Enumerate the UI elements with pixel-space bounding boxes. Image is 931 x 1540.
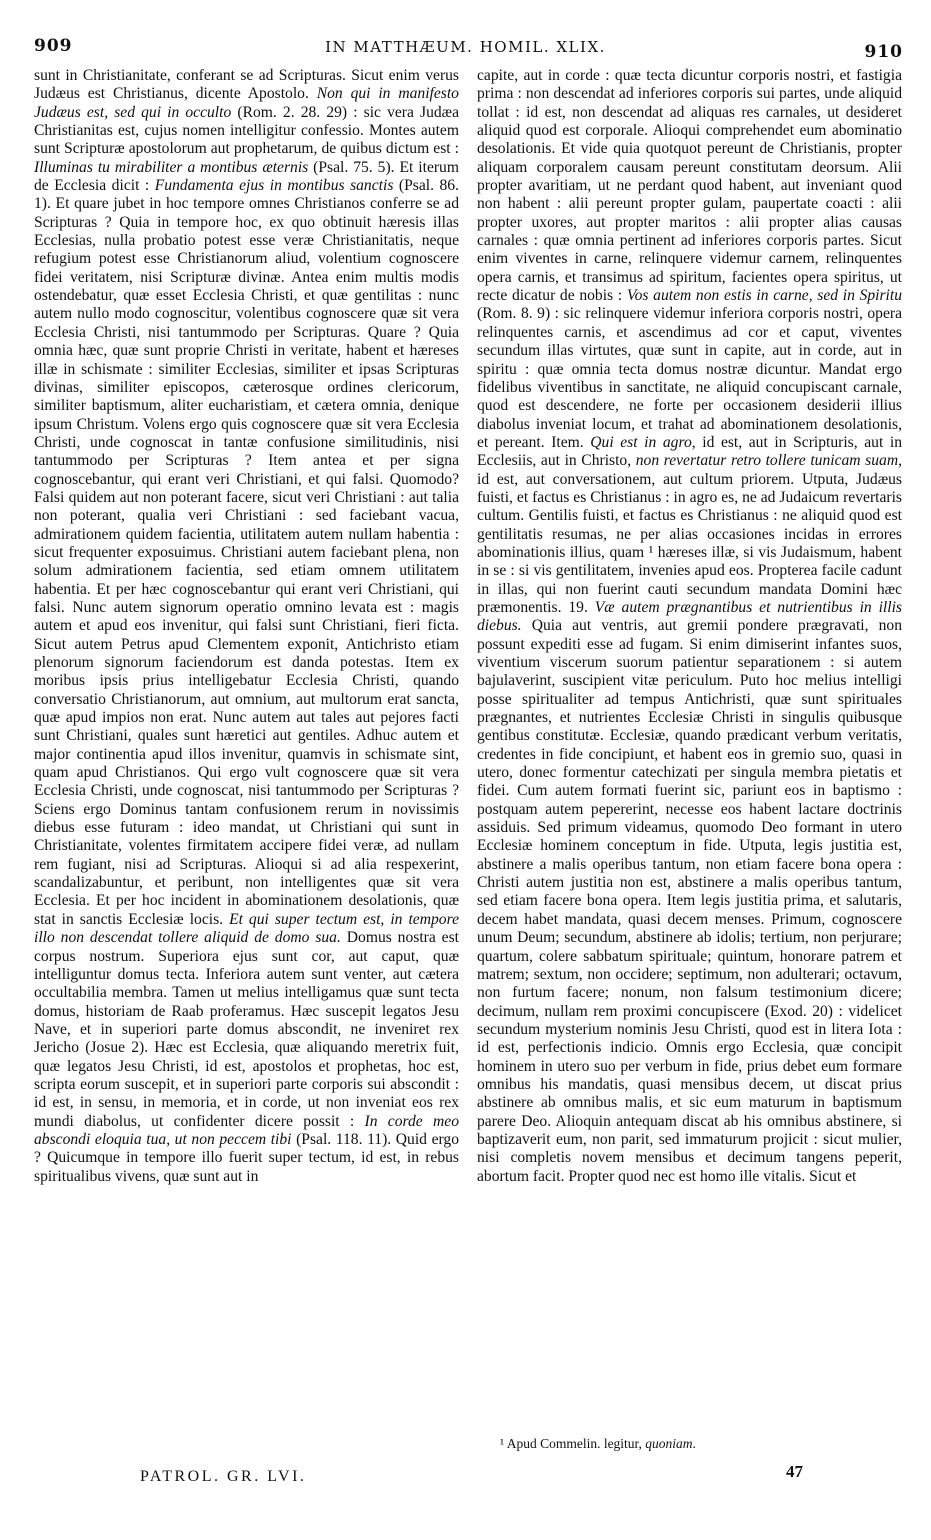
page-number-right: 910 — [864, 42, 903, 62]
text-run: (Psal. 75. 5). Et iterum de Ecclesia dicit : — [34, 158, 459, 195]
italic-quotation: Vos autem non estis in carne, sed in Spiritu — [626, 287, 903, 305]
italic-quotation: In corde meo abscondi eloquia tua, ut non peccem tibi — [34, 1112, 459, 1148]
footnote-text: Apud Commelin. legitur, — [504, 1436, 646, 1451]
footnote-mark: ¹ — [500, 1436, 505, 1451]
italic-quotation: Non qui in manifesto Judæus est, sed qui in occulto — [34, 85, 459, 121]
right-column — [477, 67, 902, 1431]
text-run: Domus nostra est corpus nostrum. Superiora ejus sunt cor, aut caput, quæ intelliguntur domus tecta. Inferiora autem sunt venter, aut cætera occultabilia membra. Tamen ut melius intelligamus quæ sunt tecta domus, historiam de Raab proferamus. Hæc suscepit legatos Jesu Nave, et in superiori parte domus abscondit, ne inveniret rex Jericho (Josue 2). Hæc est Ecclesia, quæ aliquando meretrix fuit, quæ legatos Jesu Christi, id est, apostolos et prophetas, hoc est, scripta eorum suscepit, et in superiori parte corporis sui abscondit : id est, in sensu, in memoria, et in corde, ut non inveniat eos rex mundi diabolus, ut confidenter dicere possit : — [34, 929, 459, 1130]
text-run: (Psal. 86. 1). Et quare jubet in hoc tempore omnes Christianos conferre se ad Scripturas ? Quia in tempore hoc, ex quo obtinuit hæresis illas Ecclesias, nulla probatio potest esse veræ Christianitatis, neque refugium potest esse Christianorum aliud, volentium cognoscere fidei veritatem, nisi Scripturæ divinæ. Antea enim multis modis ostendebatur, quæ esset Ecclesia Christi, et quæ gentilitas : nunc autem nullo modo cognoscitur, volentibus cognoscere quæ sit vera Ecclesia Christi, nisi tantummodo per Scripturas. Quare ? Quia omnia hæc, quæ sunt proprie Christi in veritate, habent et hæreses illæ in schismate : similiter Ecclesias, similiter et ipsas Scripturas divinas, similiter episcopos, cæterosque ordines clericorum, similiter baptismum, aliter eucharistiam, et cætera omnia, denique ipsum Christum. Volens ergo quis cognoscere quæ sit vera Ecclesia Christi, unde cognoscat in tantæ confusione similitudinis, nisi tantummodo per Scripturas ? Item antea et per signa cognoscebantur, qui erant veri Christiani, et qui falsi. Quomodo? Falsi quidem aut non poterant facere, sicut veri Christiani : aut talia non poterant, qualia veri Christiani : sed faciebant vacua, admirationem quidem facientia, utilitatem autem nullam habentia : sicut frequenter exposuimus. Christiani autem faciebant plena, non solum admirationem facientia, sed etiam omnem utilitatem habentia. Et per hæc cognoscebantur qui erant veri Christiani, qui falsi. Nunc autem signorum operatio omnino levata est : magis autem et apud eos invenitur, qui falsi sunt Christiani, fieri ficta. Sicut autem Petrus apud Clementem exponit, Antichristo etiam plenorum signorum faciendorum est danda potestas. Item ex moribus ipsis prius intelligebatur Ecclesia Christi, quando conversatio Christianorum, aut omnium, aut multorum erat sancta, quæ apud impios non erat. Nunc autem aut tales aut pejores facti sunt Christiani, quales sunt hæretici aut gentiles. Adhuc autem et major continentia apud illos invenitur, quamvis in schismate sint, quam apud Christianos. Qui ergo vult cognoscere quæ sit vera Ecclesia Christi, unde cognoscat, nisi tantummodo per Scripturas ? Sciens ergo Dominus tantam confusionem rerum in novissimis diebus esse futuram : ideo mandat, ut Christiani qui sunt in Christianitate, volentes firmitatem accipere fidei veræ, ad nullam rem fugiant, nisi ad Scripturas. Alioqui si ad alia respexerint, scandalizabuntur, et peribunt, non intelligentes quæ sit vera Ecclesia. Et per hoc incident in abominationem desolationis, quæ stat in sanctis Ecclesiæ locis. — [34, 177, 459, 928]
italic-quotation: Illuminas tu mirabiliter a montibus æternis — [34, 158, 309, 176]
italic-quotation: non revertatur retro tollere tunicam suam — [635, 452, 899, 470]
left-column — [34, 67, 459, 1457]
running-title: IN MATTHÆUM. HOMIL. XLIX. — [325, 38, 606, 56]
text-run: capite, aut in corde : quæ tecta dicuntur corporis nostri, et fastigia prima : non descendat ad inferiores corporis sui partes, unde aliquid tollat : id est, non descendat ad aliquas res carnales, ut desideret aliquid quod est corporale. Alioqui comprehendet eum abominatio desolationis. Et vide quia quotquot pereunt de Christianis, propter aliquam corporalem causam pereunt constitutam deorsum. Alii propter avaritiam, ut ne perdant quod habent, aut inveniant quod non habent : alii pereunt propter gulam, paupertate coacti : alii propter uxores, aut propter maritos : alii propter alias causas carnales : quæ omnia pertinent ad inferiores corporis partes. Sicut enim viventes in carne, relinquere videmur carnem, relinquentes opera carnis, et transimus ad spiritum, facientes opera spiritus, ut recte dicatur de nobis : — [477, 67, 902, 305]
footnote — [500, 1436, 696, 1452]
right-column-text — [477, 67, 902, 1186]
text-run: (Rom. 2. 28. 29) : sic vera Judæa Christianitas est, cujus nomen intelligitur confessio. Montes autem sunt Scripturæ apostolorum aut prophetarum, de quibus dictum est : — [34, 103, 459, 158]
text-run: Quia aut ventris, aut gremii pondere prægravati, non possunt expediti esse ad fugam. Si enim dimiserint infantes suos, viventium viscerum suorum patientur separationem : si autem bajulaverint, suscipient vitæ periculum. Puto hoc melius intelligi posse spiritualiter ad tempus Antichristi, quæ sunt spirituales prægnantes, et nutrientes Ecclesiæ Christi in singulis quibusque gentibus constitutæ. Ecclesiæ, quando prædicant verbum veritatis, credentes in fide concipiunt, et habent eos in gremio suo, quasi in utero, donec formentur catechizati per singula membra pietatis et fidei. Cum autem formati fuerint sic, pariunt eos in baptismo : postquam autem pepererint, necesse eos habent lactare doctrinis assiduis. Sed primum videamus, quomodo Deo formant in utero Ecclesiæ hominem conceptum in fide. Utputa, legis justitia est, abstinere a malis operibus tantum, non etiam facere bona opera : Christi autem justitia non est, abstinere a malis operibus tantum, sed etiam facere bona opera. Item legis justitia prima, et salutaris, decem habet mandata, quasi decem menses. Primum, cognoscere unum Deum; secundum, abstinere ab idolis; tertium, non perjurare; quartum, colere sabbatum spirituale; quintum, honorare patrem et matrem; sextum, non occidere; septimum, non adulterari; octavum, non furtum facere; nonum, non falsum testimonium dicere; decimum, nullam rem proximi concupiscere (Exod. 20) : videlicet secundum mysterium nominis Jesu Christi, quod est in litera Iota : id est, perfectionis indicio. Omnis ergo Ecclesia, quæ concipit hominem in utero suo per verbum in fide, prius debet eum formare omnibus his mandatis, quasi mensibus decem, ut discat prius abstinere ab omnibus malis, et sic eum maturum in baptismum parere Deo. Alioquin antequam discat ab his omnibus abstinere, si baptizaverit eum, non parit, sed immaturum projicit : sicut mulier, nisi completis novem mensibus et decimum tangens peperit, abortum facit. Propter quod nec est homo ille vitalis. Sicut et — [477, 617, 902, 1185]
footnote-end: . — [692, 1436, 696, 1451]
page-number-left: 909 — [34, 36, 73, 56]
italic-quotation: Væ autem prægnantibus et nutrientibus in illis diebus. — [477, 598, 902, 635]
text-run: (Rom. 8. 9) : sic relinquere videmur inferiora corporis nostri, opera relinquentes carnis, et ascendimus ad cor et caput, viventes secundum illas virtutes, quæ sunt in capite, aut in corde, aut in spiritu : quæ omnia tecta domus nostræ dicuntur. Mandat ergo fidelibus viventibus in sanctitate, ne aliquid concupiscant carnale, quod est descendere, ne forte per occasionem desiderii illius diabolus inveniat locum, et trahat ad abominationem desolationis, et pereant. Item. — [477, 305, 902, 451]
left-column-text — [34, 67, 459, 1186]
text-run: sunt in Christianitate, conferant se ad Scripturas. Sicut enim verus Judæus est Christianus, dicente Apostolo. — [34, 67, 459, 103]
italic-quotation: Et qui super tectum est, in tempore illo non descendat tollere aliquid de domo sua. — [34, 910, 459, 947]
text-run: , id est, aut in Scripturis, aut in Ecclesiis, aut in Christo, — [477, 433, 902, 470]
italic-quotation: Fundamenta ejus in montibus sanctis — [154, 177, 394, 195]
volume-footer: PATROL. GR. LVI. — [140, 1468, 307, 1485]
italic-quotation: Qui est in agro — [590, 433, 692, 451]
footnote-italic: quoniam — [645, 1436, 693, 1451]
text-run: (Psal. 118. 11). Quid ergo ? Quicumque in tempore illo fuerit super tectum, id est, in rebus spiritualibus vivens, quæ sunt aut in — [34, 1130, 459, 1185]
signature-mark: 47 — [786, 1462, 803, 1481]
text-run: , id est, aut conversationem, aut cultum priorem. Utputa, Judæus fuisti, et factus es Christianus : in agro es, ne ad Judaicum revertaris cultum. Gentilis fuisti, et factus es Christianus : ne aliquid quod est gentilitatis resumas, ne per alias occasiones incidas in errores abominationis illius, quam ¹ hæreses illæ, si vis Judaismum, habent in se : si vis gentilitatem, invenies apud eos. Propterea facile cadunt in illas, qui non fuerint cauti secundum mandata Domini hæc præmonentis. 19. — [477, 452, 902, 616]
